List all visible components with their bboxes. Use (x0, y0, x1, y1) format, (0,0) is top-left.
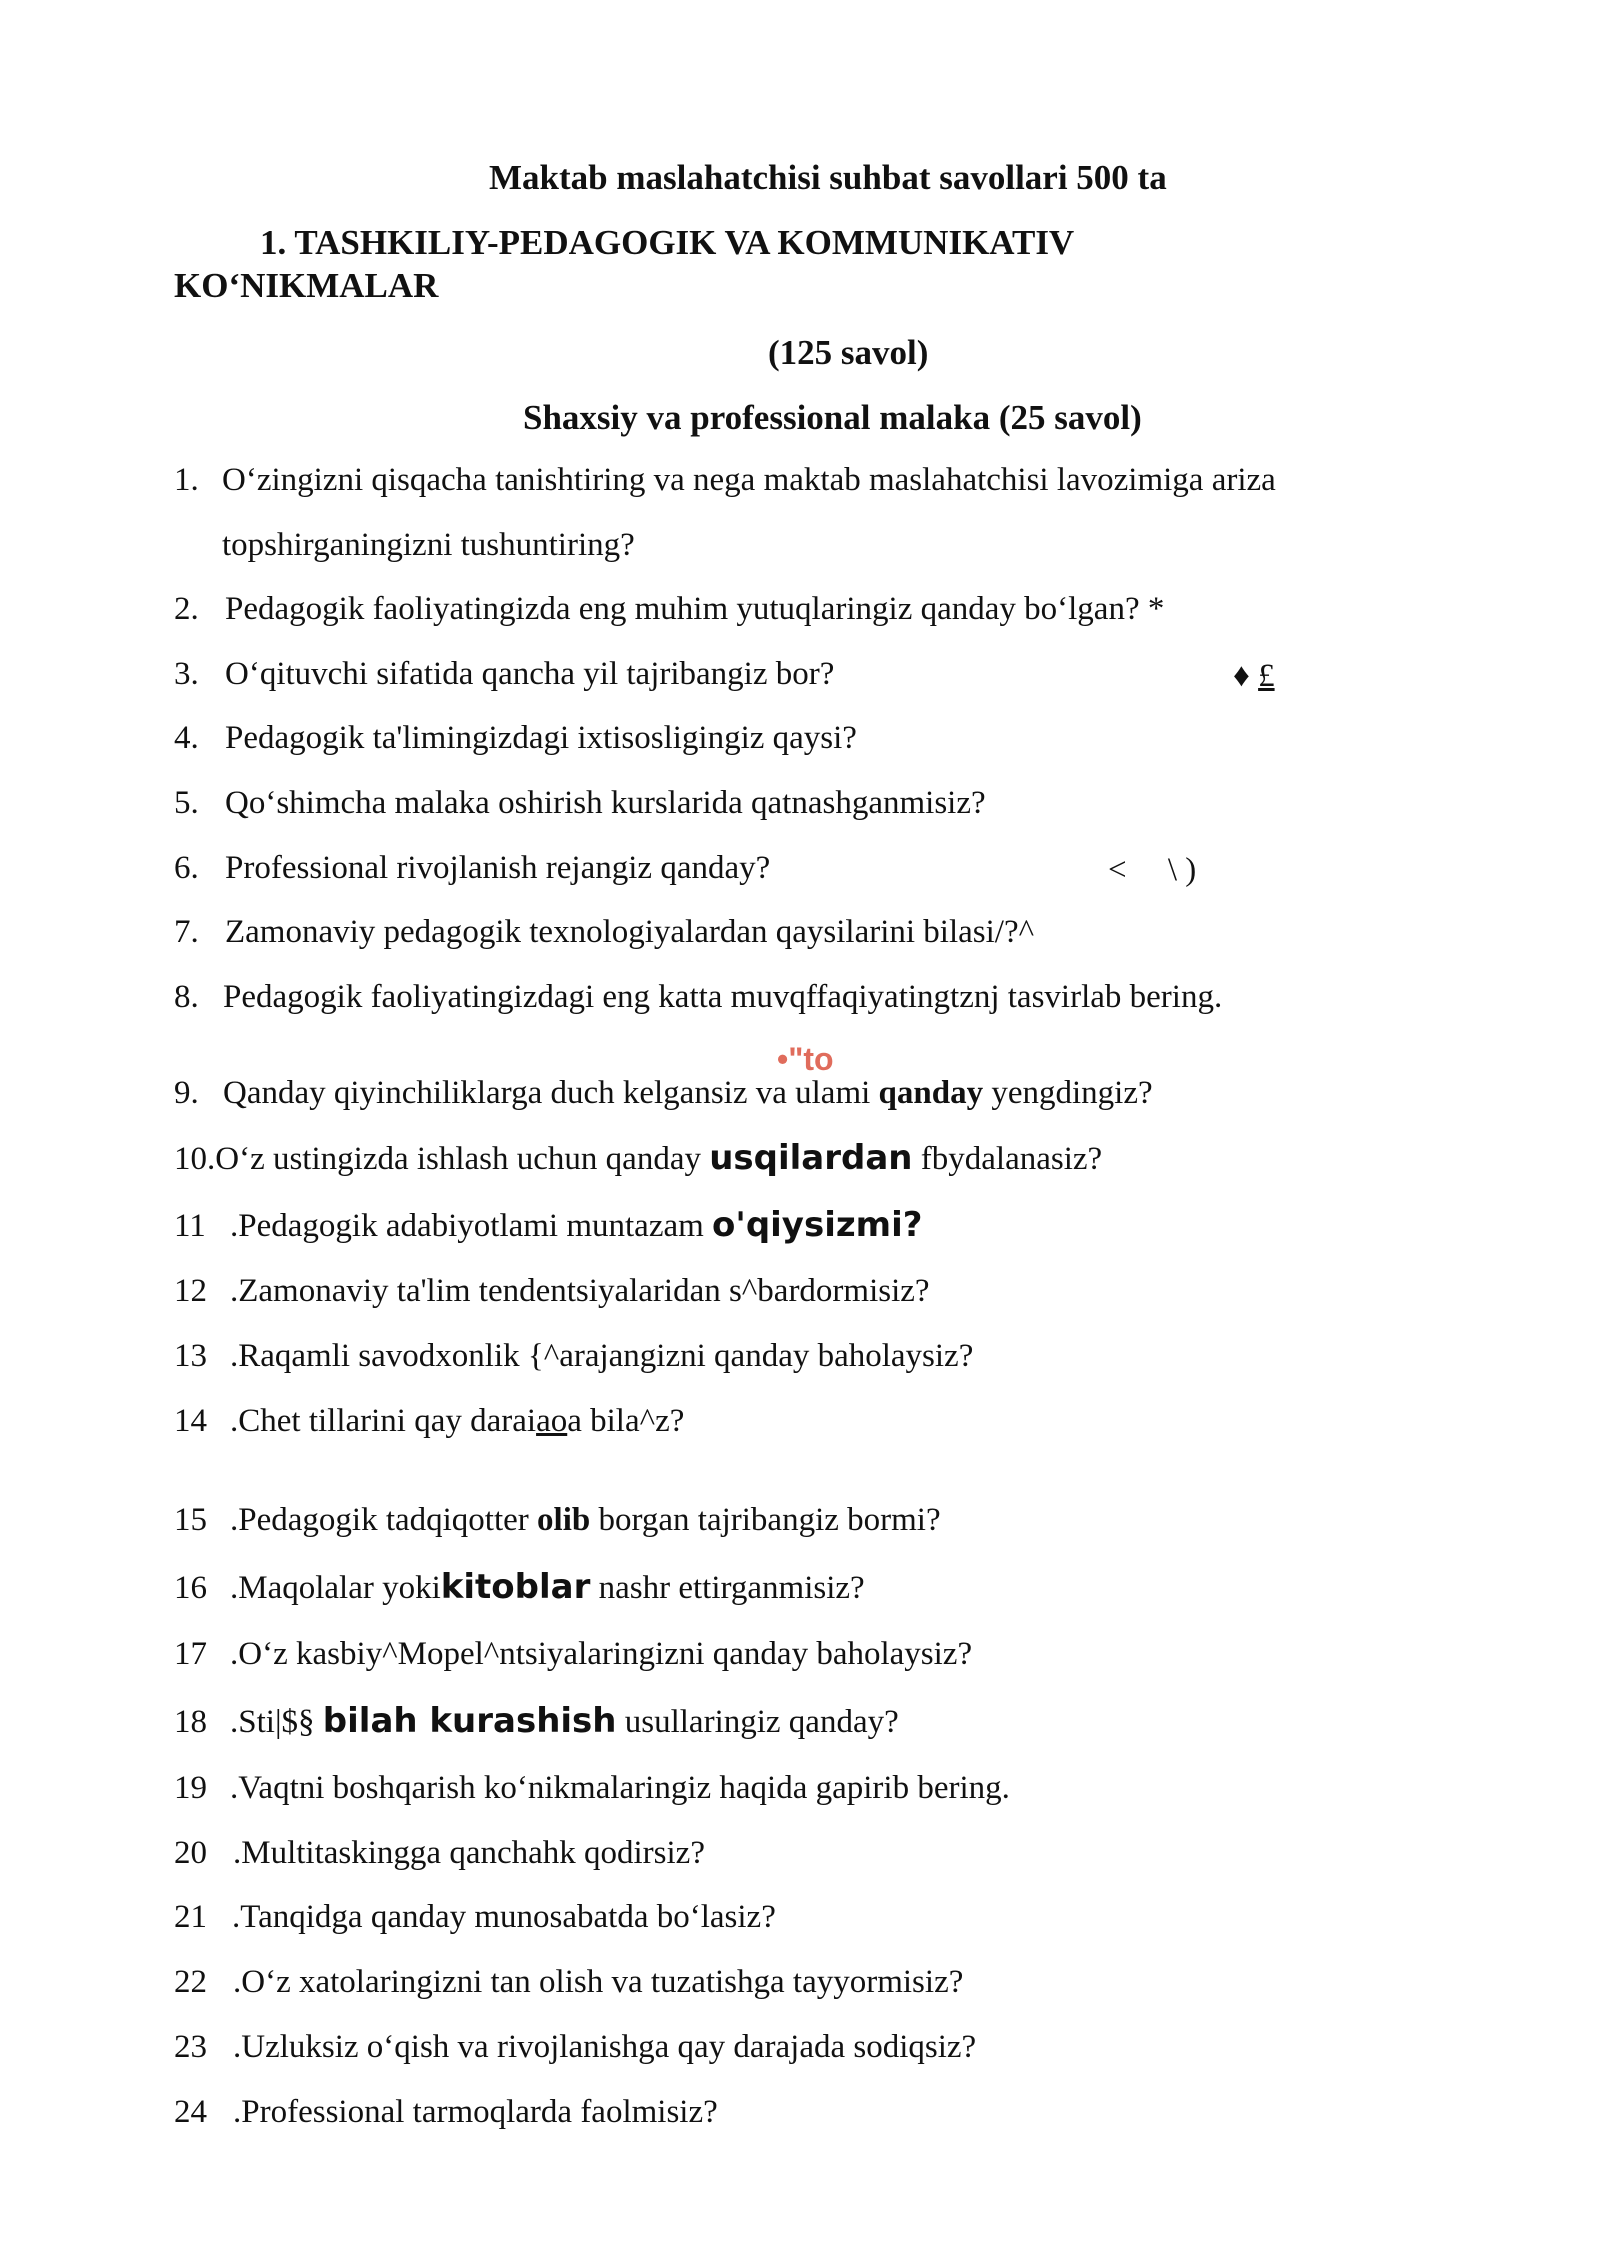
question-text: .Pedagogik tadqiqotter (230, 1502, 538, 1538)
section-heading-continuation: KO‘NIKMALAR (174, 266, 439, 305)
question-text: .Chet tillarini qay darai (230, 1403, 537, 1439)
question-number: 5. (174, 785, 199, 821)
question-number: 3. (174, 656, 199, 692)
question-item (174, 1504, 941, 1537)
question-text-emphasis: o'qiysizmi? (712, 1205, 923, 1245)
question-text: O‘zingizni qisqacha tanishtiring va nega maktab maslahatchisi lavozimiga ariza (222, 462, 1276, 498)
section-heading: 1. TASHKILIY-PEDAGOGIK VA KOMMUNIKATIV (260, 223, 1075, 262)
question-number: 7. (174, 914, 199, 950)
question-number: 20 (174, 1835, 207, 1871)
question-text: Pedagogik faoliyatingizdagi eng katta muvqffaqiyatingtznj tasvirlab bering. (223, 979, 1223, 1015)
question-text: .Maqolalar yoki (230, 1570, 441, 1606)
question-item (174, 981, 1222, 1014)
question-number: 19 (174, 1770, 207, 1806)
question-number: 16 (174, 1570, 207, 1606)
question-text: .Uzluksiz o‘qish va rivojlanishga qay darajada sodiqsiz? (233, 2029, 977, 2065)
question-item (174, 1567, 865, 1607)
stray-mark-diamond-pound (1233, 660, 1275, 693)
question-text-emphasis: qanday (878, 1075, 984, 1111)
question-number: 4. (174, 720, 199, 756)
question-item (174, 1901, 776, 1934)
question-number: 13 (174, 1338, 207, 1374)
question-text-emphasis: kitoblar (440, 1567, 591, 1607)
question-text-tail: fbydalanasiz? (912, 1141, 1103, 1177)
question-item (174, 722, 857, 755)
question-item (174, 1701, 899, 1741)
question-item (174, 1205, 923, 1245)
question-text-emphasis: olib (537, 1502, 591, 1538)
question-text-tail: nashr ettirganmisiz? (590, 1570, 865, 1606)
question-text: .O‘z xatolaringizni tan olish va tuzatishga tayyormisiz? (233, 1964, 964, 2000)
question-item (174, 1138, 1103, 1178)
question-number: 14 (174, 1403, 207, 1439)
question-item (174, 2096, 718, 2129)
question-text-emphasis: usqilardan (709, 1138, 913, 1178)
stray-colored-mark: •"to (777, 1041, 834, 1077)
question-text-continuation: topshirganingizni tushuntiring? (222, 527, 635, 563)
question-number: 23 (174, 2029, 207, 2065)
question-text: .Raqamli savodxonlik {^arajangizni qanday baholaysiz? (230, 1338, 974, 1374)
question-item (174, 1405, 684, 1438)
question-number: 11 (174, 1208, 206, 1244)
diamond-icon: ♦ (1233, 658, 1250, 694)
question-text-tail: borgan tajribangiz bormi? (590, 1502, 941, 1538)
question-number: 2. (174, 591, 199, 627)
question-item (174, 2031, 976, 2064)
question-item (174, 464, 1276, 497)
question-text: Professional rivojlanish rejangiz qanday? (225, 850, 771, 886)
section-question-count: (125 savol) (768, 333, 929, 372)
question-text: .Professional tarmoqlarda faolmisiz? (233, 2094, 718, 2130)
question-text: .Zamonaviy ta'lim tendentsiyalaridan s^bardormisiz? (230, 1273, 930, 1309)
question-number: 21 (174, 1899, 207, 1935)
question-item (174, 1772, 1010, 1805)
question-text: Pedagogik faoliyatingizda eng muhim yutuqlaringiz qanday bo‘lgan? * (225, 591, 1165, 627)
question-number: 1. (174, 462, 199, 498)
question-item (174, 1340, 973, 1373)
subsection-heading: Shaxsiy va professional malaka (25 savol) (523, 398, 1142, 437)
question-number: 15 (174, 1502, 207, 1538)
question-text: .Vaqtni boshqarish ko‘nikmalaringiz haqida gapirib bering. (230, 1770, 1010, 1806)
question-text-underlined: ao (536, 1403, 568, 1439)
question-text: .Multitaskingga qanchahk qodirsiz? (233, 1835, 705, 1871)
document-title: Maktab maslahatchisi suhbat savollari 500 ta (489, 158, 1167, 197)
question-item (174, 1275, 930, 1308)
question-number: 9. (174, 1075, 199, 1111)
question-text: Qanday qiyinchiliklarga duch kelgansiz va ulami (223, 1075, 879, 1111)
question-item (174, 1966, 963, 1999)
question-text-emphasis: bilah kurashish (322, 1701, 617, 1741)
question-item (174, 593, 1164, 626)
pound-sign: £ (1258, 658, 1275, 694)
question-item (174, 1077, 1153, 1110)
question-text: Zamonaviy pedagogik texnologiyalardan qaysilarini bilasi/?^ (225, 914, 1035, 950)
question-number: 18 (174, 1704, 207, 1740)
question-item (174, 1638, 972, 1671)
question-number: 8. (174, 979, 199, 1015)
question-text-tail: a bila^z? (567, 1403, 685, 1439)
question-text: O‘z ustingizda ishlash uchun qanday (215, 1141, 710, 1177)
question-item (174, 658, 834, 691)
question-text: Pedagogik ta'limingizdagi ixtisosligingiz qaysi? (225, 720, 857, 756)
question-item (174, 916, 1034, 949)
question-number: 6. (174, 850, 199, 886)
question-item (174, 1837, 705, 1870)
question-text: Qo‘shimcha malaka oshirish kurslarida qatnashganmisiz? (225, 785, 986, 821)
question-text: .Sti|$§ (230, 1704, 323, 1740)
question-text: .Tanqidga qanday munosabatda bo‘lasiz? (232, 1899, 776, 1935)
question-number: 10. (174, 1141, 216, 1177)
stray-mark-brackets: < \ ) (1108, 852, 1197, 888)
question-item (174, 787, 986, 820)
question-number: 12 (174, 1273, 207, 1309)
question-item (174, 852, 770, 885)
question-text: .O‘z kasbiy^Mopel^ntsiyalaringizni qanday baholaysiz? (230, 1636, 973, 1672)
question-number: 24 (174, 2094, 207, 2130)
question-number: 17 (174, 1636, 207, 1672)
question-text-tail: usullaringiz qanday? (616, 1704, 899, 1740)
question-text: .Pedagogik adabiyotlami muntazam (230, 1208, 713, 1244)
question-text: O‘qituvchi sifatida qancha yil tajribangiz bor? (225, 656, 835, 692)
question-number: 22 (174, 1964, 207, 2000)
question-text-tail: yengdingiz? (983, 1075, 1153, 1111)
